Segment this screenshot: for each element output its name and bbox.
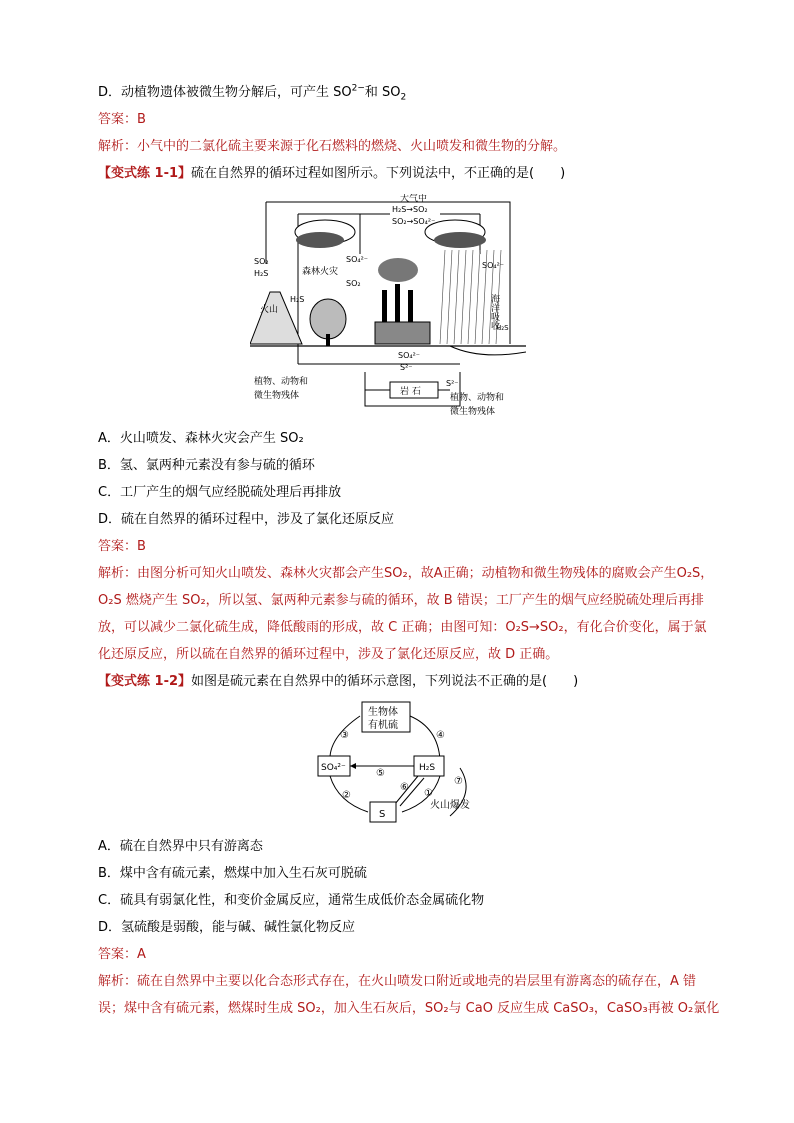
label-s: S [379, 809, 386, 820]
analysis-1-1-line2: O₂S 燃烧产生 SO₂，所以氢、氯两种元素参与硫的循环，故 B 错误；工厂产生的烟气应经脱硫处理后再排 [98, 593, 704, 608]
analysis-1-2-line2: 误；煤中含有硫元素，燃煤时生成 SO₂，加入生石灰后，SO₂与 CaO 反应生成 CaSO₃，CaSO₃再被 O₂氯化 [98, 1001, 720, 1016]
label-volcano: 火山 [260, 305, 279, 315]
sulfur-element-cycle-figure [300, 698, 490, 828]
label-left-gas-1: SO₂ [254, 257, 269, 266]
option-c-1-2: C．硫具有弱氯化性，和变价金属反应，通常生成低价态金属硫化物 [98, 893, 485, 908]
question-1-2: 【变式练 1-2】如图是硫元素在自然界中的循环示意图，下列说法不正确的是( ) [98, 674, 579, 689]
label-row2: SO₂→SO₄²⁻ [392, 217, 436, 226]
label-so4: SO₄²⁻ [321, 763, 346, 773]
label-row1: H₂S→SO₂ [392, 205, 428, 214]
variant-tag: 【变式练 1-2】 [98, 674, 192, 689]
label-left-residue-2: 微生物残体 [254, 391, 300, 401]
analysis-1-2-line1: 解析：硫在自然界中主要以化合态形式存在，在火山喷发口附近或地壳的岩层里有游离态的硫存在，A 错 [98, 974, 697, 989]
label-so4-right: SO₄²⁻ [482, 261, 505, 270]
analysis-1-1-line3: 放，可以减少二氯化硫生成，降低酸雨的形成，故 C 正确；由图可知：O₂S→SO₂，有化合价变化，属于氯 [98, 620, 707, 635]
num-3: ③ [340, 730, 349, 741]
option-d-prev: D．动植物遗体被微生物分解后，可产生 $SO^{2-}$和 $SO_2$ [98, 83, 407, 103]
label-rock: 岩 石 [400, 387, 421, 397]
label-organic-2: 有机硫 [368, 720, 398, 731]
num-7: ⑦ [454, 776, 463, 787]
num-6: ⑥ [400, 782, 409, 793]
question-1-1: 【变式练 1-1】硫在自然界的循环过程如图所示。下列说法中，不正确的是( ) [98, 166, 566, 181]
label-volcano-eruption: 火山爆发 [430, 800, 470, 811]
option-a-1-2: A．硫在自然界中只有游离态 [98, 839, 263, 854]
num-4: ④ [436, 730, 445, 741]
answer-q0: 答案：B [98, 112, 146, 127]
option-d-1-2: D．氢硫酸是弱酸，能与碱、碱性氯化物反应 [98, 920, 356, 935]
option-d-1-1: D．硫在自然界的循环过程中，涉及了氯化还原反应 [98, 512, 395, 527]
num-2: ② [342, 790, 351, 801]
label-s2-right: S²⁻ [446, 379, 459, 388]
label-left-gas-2: H₂S [254, 269, 269, 278]
label-h2s-right: H₂S [496, 324, 509, 332]
label-fire-gas-2: SO₂ [346, 279, 361, 288]
label-ground-ion-2: S²⁻ [400, 363, 413, 372]
option-c-1-1: C．工厂产生的烟气应经脱硫处理后再排放 [98, 485, 342, 500]
label-h2s: H₂S [419, 763, 436, 773]
sulfur-cycle-figure [250, 194, 526, 416]
label-atmosphere: 大气中 [400, 194, 428, 204]
num-1: ① [424, 788, 433, 799]
label-fire-gas-1: SO₄²⁻ [346, 255, 369, 264]
label-left-residue-1: 植物、动物和 [254, 377, 309, 387]
label-right-residue-2: 微生物残体 [450, 407, 496, 416]
analysis-1-1-line1: 解析：由图分析可知火山喷发、森林火灾都会产生SO₂，故A正确；动植物和微生物残体的腐败会产生O₂S， [98, 566, 714, 581]
answer-1-1: 答案：B [98, 539, 146, 554]
label-forest-fire: 森林火灾 [302, 267, 339, 277]
label-ocean: 海洋吸收 [489, 294, 499, 330]
label-organic-1: 生物体 [368, 707, 398, 718]
analysis-1-1-line4: 化还原反应，所以硫在自然界的循环过程中，涉及了氯化还原反应，故 D 正确。 [98, 647, 559, 662]
answer-1-2: 答案：A [98, 947, 146, 962]
label-ground-ion-1: SO₄²⁻ [398, 351, 421, 360]
option-a-1-1: A．火山喷发、森林火灾会产生 SO₂ [98, 431, 304, 446]
option-b-1-2: B．煤中含有硫元素，燃煤中加入生石灰可脱硫 [98, 866, 367, 881]
variant-tag: 【变式练 1-1】 [98, 166, 192, 181]
num-5: ⑤ [376, 768, 385, 779]
option-b-1-1: B．氢、氯两种元素没有参与硫的循环 [98, 458, 315, 473]
analysis-q0: 解析：小气中的二氯化硫主要来源于化石燃料的燃烧、火山喷发和微生物的分解。 [98, 139, 567, 154]
label-h2s-left: H₂S [290, 295, 305, 304]
label-right-residue-1: 植物、动物和 [450, 393, 505, 403]
